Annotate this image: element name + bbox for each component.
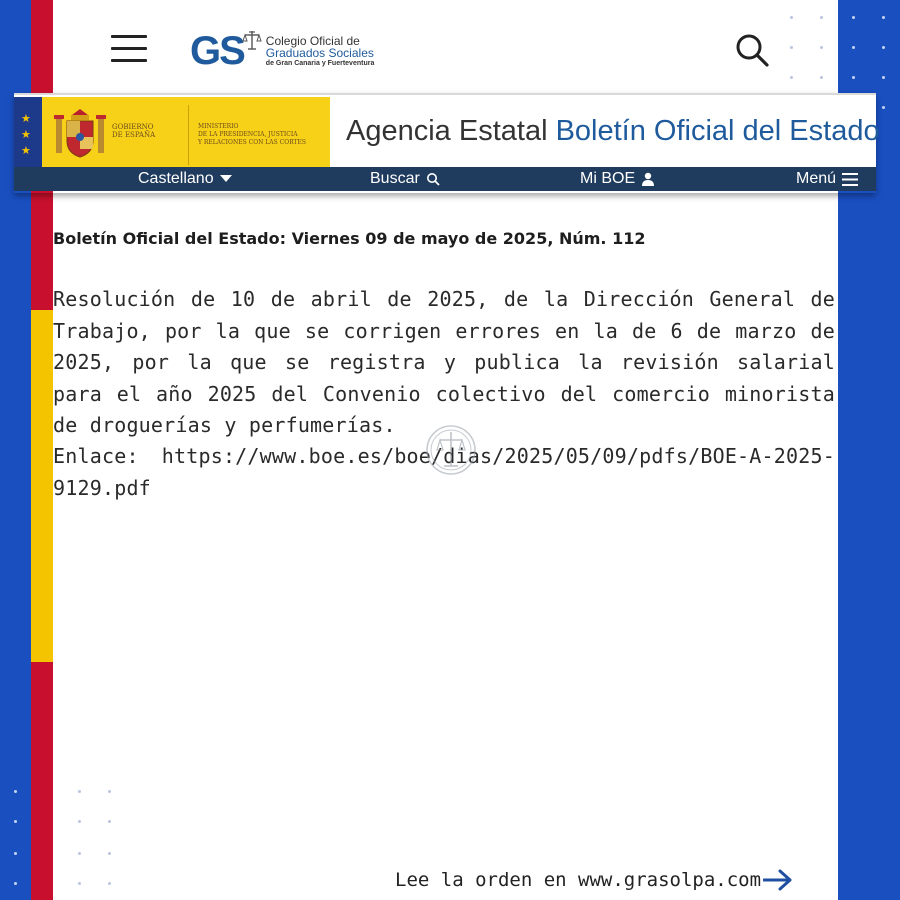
caret-down-icon <box>220 175 232 183</box>
nav-my-boe-label: Mi BOE <box>580 170 636 187</box>
nav-language-label: Castellano <box>138 170 214 187</box>
boe-nav-bar <box>14 167 876 191</box>
nav-search[interactable] <box>370 170 440 188</box>
gov-label-line-2: DE ESPAÑA <box>112 131 156 139</box>
boe-banner-top <box>14 93 880 167</box>
ministry-label <box>198 123 306 147</box>
scales-watermark-icon <box>424 422 478 478</box>
user-icon <box>641 172 655 186</box>
nav-language[interactable] <box>138 170 232 188</box>
nav-search-label: Buscar <box>370 170 420 187</box>
nav-menu-label: Menú <box>796 170 837 187</box>
yellow-stripe <box>31 310 53 662</box>
search-icon[interactable] <box>735 33 769 67</box>
boe-banner <box>14 93 880 193</box>
hamburger-icon[interactable] <box>111 35 147 65</box>
ministry-line-3: Y RELACIONES CON LAS CORTES <box>198 139 307 146</box>
star-icon: ★ <box>21 112 31 125</box>
arrow-right-icon <box>763 869 793 891</box>
footer-cta[interactable] <box>395 869 793 891</box>
eu-flag <box>14 97 42 169</box>
logo-line-1: Colegio Oficial de <box>265 33 360 48</box>
nav-my-boe[interactable] <box>580 170 655 188</box>
government-block <box>42 97 330 169</box>
footer-cta-text: Lee la orden en www.grasolpa.com <box>395 869 762 891</box>
nav-menu[interactable] <box>796 170 858 188</box>
search-icon <box>426 172 440 186</box>
gov-divider <box>188 105 189 165</box>
logo-line-2: Graduados Sociales <box>265 46 374 61</box>
star-icon: ★ <box>21 144 31 157</box>
link-label: Enlace: <box>53 444 139 468</box>
menu-icon <box>842 173 858 186</box>
resolution-text: Resolución de 10 de abril de 2025, de la Dirección General de Trabajo, por la que se corrigen errores en la de 6 de marzo de 2025, por la que se registra y publica la revisión salarial para el año 2025 del Convenio colectivo del comercio minorista de droguerías y perfumerías. <box>53 287 835 437</box>
star-icon: ★ <box>21 128 31 141</box>
scales-icon <box>240 29 264 53</box>
agency-prefix: Agencia Estatal <box>346 115 548 147</box>
agency-name: Boletín Oficial del Estado <box>555 115 880 147</box>
ministry-line-2: DE LA PRESIDENCIA, JUSTICIA <box>198 131 298 138</box>
college-logo[interactable] <box>190 28 374 74</box>
bulletin-title: Boletín Oficial del Estado: Viernes 09 de mayo de 2025, Núm. 112 <box>53 229 646 248</box>
logo-line-3: de Gran Canaria y Fuerteventura <box>265 59 375 67</box>
gov-label-line-1: GOBIERNO <box>112 123 154 131</box>
agency-title <box>346 115 880 148</box>
logo-letters: GS <box>190 28 244 73</box>
logo-text <box>266 35 375 68</box>
boe-link[interactable]: https://www.boe.es/boe/dias/2025/05/09/pdfs/BOE-A-2025-9129.pdf <box>53 444 835 500</box>
ministry-line-1: MINISTERIO <box>198 123 239 130</box>
coat-of-arms-icon <box>54 105 106 161</box>
government-label <box>112 123 155 139</box>
